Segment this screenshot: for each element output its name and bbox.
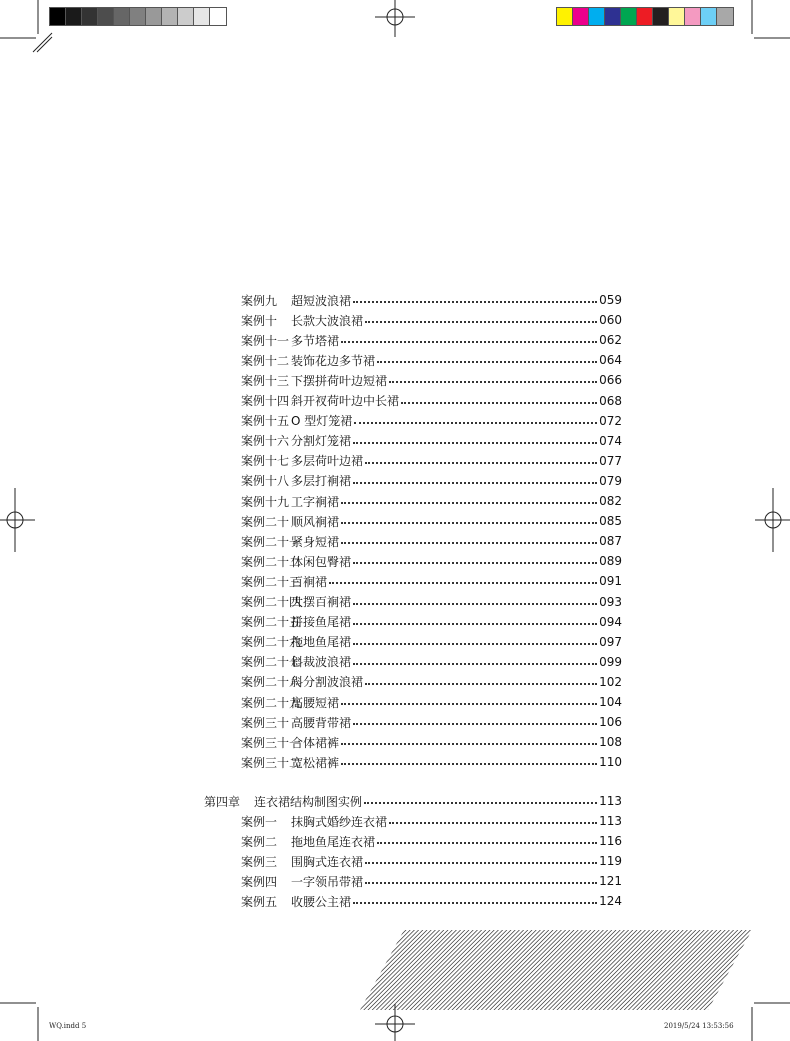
dot-leader <box>341 743 597 745</box>
toc-page-number: 064 <box>599 353 622 368</box>
footer-timestamp: 2019/5/24 13:53:56 <box>664 1022 734 1030</box>
toc-page-number: 091 <box>599 574 622 589</box>
dot-leader <box>341 522 597 524</box>
toc-case-number: 案例二十五 <box>241 615 302 630</box>
toc-entry-title: 连衣裙结构制图实例 <box>254 794 363 809</box>
dot-leader <box>353 643 597 645</box>
gray-swatch <box>162 8 178 25</box>
toc-entry <box>241 471 622 491</box>
toc-entry-title: 下摆拼荷叶边短裙 <box>291 373 388 388</box>
toc-case-number: 案例二十六 <box>241 635 302 650</box>
toc-case-number: 案例十九 <box>241 494 290 509</box>
toc-entry-title: 装饰花边多节裙 <box>291 353 376 368</box>
dot-leader <box>353 623 597 625</box>
gray-swatch <box>130 8 146 25</box>
toc-entry <box>241 712 622 732</box>
toc-entry <box>241 831 622 851</box>
toc-entry <box>241 851 622 871</box>
toc-entry-title: 斜裁波浪裙 <box>291 655 352 670</box>
dot-leader <box>365 321 597 323</box>
toc-page-number: 066 <box>599 373 622 388</box>
dot-leader <box>341 502 597 504</box>
toc-entry-title: 抹胸式婚纱连衣裙 <box>291 814 388 829</box>
toc-entry-title: 多节塔裙 <box>291 333 340 348</box>
dot-leader <box>353 723 597 725</box>
gray-swatch <box>178 8 194 25</box>
toc-case-number: 案例二十一 <box>241 534 302 549</box>
toc-case-number: 案例二 <box>241 834 278 849</box>
toc-page-number: 121 <box>599 874 622 889</box>
toc-entry <box>241 491 622 511</box>
toc-page-number: 119 <box>599 854 622 869</box>
toc-page-number: 068 <box>599 393 622 408</box>
toc-page-number: 106 <box>599 715 622 730</box>
process-color-swatch <box>669 8 685 25</box>
toc-entry <box>241 531 622 551</box>
toc-entry <box>241 551 622 571</box>
toc-entry-title: O 型灯笼裙 <box>291 414 353 429</box>
toc-entry-title: 高腰短裙 <box>291 695 340 710</box>
toc-page-number: 093 <box>599 594 622 609</box>
dot-leader <box>377 842 597 844</box>
toc-case-number: 第四章 <box>204 794 241 809</box>
toc-entry-title: 拼接鱼尾裙 <box>291 615 352 630</box>
dot-leader <box>353 301 597 303</box>
toc-case-number: 案例十六 <box>241 434 290 449</box>
toc-entry-title: 拖地鱼尾连衣裙 <box>291 834 376 849</box>
dot-leader <box>389 822 597 824</box>
toc-page-number: 102 <box>599 674 622 689</box>
toc-case-number: 案例五 <box>241 894 278 909</box>
toc-entry <box>241 511 622 531</box>
gray-swatch <box>210 8 226 25</box>
dot-leader <box>353 663 597 665</box>
process-color-swatch <box>685 8 701 25</box>
toc-page-number: 085 <box>599 514 622 529</box>
toc-chapter-heading <box>204 791 622 811</box>
toc-case-number: 案例十七 <box>241 454 290 469</box>
toc-page-number: 097 <box>599 634 622 649</box>
toc-entry-title: 百裥裙 <box>291 574 328 589</box>
toc-case-number: 案例十 <box>241 313 278 328</box>
dot-leader <box>353 902 597 904</box>
toc-case-number: 案例四 <box>241 874 278 889</box>
toc-case-number: 案例十三 <box>241 373 290 388</box>
dot-leader <box>364 802 597 804</box>
toc-entry-title: 多层打裥裙 <box>291 474 352 489</box>
toc-entry <box>241 451 622 471</box>
toc-entry <box>241 652 622 672</box>
toc-entry-title: 合体裙裤 <box>291 735 340 750</box>
toc-case-number: 案例十五 <box>241 414 290 429</box>
toc-entry-title: 分割灯笼裙 <box>291 434 352 449</box>
toc-entry <box>241 692 622 712</box>
toc-entry-title: 宽松裙裤 <box>291 755 340 770</box>
toc-page-number: 059 <box>599 293 622 307</box>
toc-page-number: 108 <box>599 735 622 750</box>
dot-leader <box>353 482 597 484</box>
toc-page-number: 082 <box>599 494 622 508</box>
gray-swatch <box>146 8 162 25</box>
toc-case-number: 案例二十 <box>241 514 290 529</box>
dot-leader <box>341 703 597 705</box>
grayscale-color-bar <box>49 7 227 26</box>
toc-entry <box>241 811 622 831</box>
toc-entry <box>241 370 622 390</box>
gray-swatch <box>98 8 114 25</box>
gray-swatch <box>66 8 82 25</box>
toc-page-number: 072 <box>599 413 622 428</box>
toc-case-number: 案例一 <box>241 814 278 829</box>
toc-entry <box>241 632 622 652</box>
dot-leader <box>354 422 597 424</box>
gray-swatch <box>194 8 210 25</box>
toc-entry-title: 休闲包臀裙 <box>291 554 352 569</box>
process-color-swatch <box>589 8 605 25</box>
toc-case-number: 案例十一 <box>241 333 290 348</box>
process-color-swatch <box>701 8 717 25</box>
toc-entry-title: 长款大波浪裙 <box>291 313 364 328</box>
toc-entry <box>241 732 622 752</box>
toc-case-number: 案例二十四 <box>241 595 302 609</box>
dot-leader <box>329 582 597 584</box>
dot-leader <box>389 381 597 383</box>
toc-case-number: 案例二十七 <box>241 655 302 670</box>
toc-page-number: 104 <box>599 695 622 709</box>
toc-page-number: 087 <box>599 534 622 549</box>
toc-entry-title: 围胸式连衣裙 <box>291 854 364 869</box>
toc-case-number: 案例十八 <box>241 474 290 489</box>
process-color-swatch <box>621 8 637 25</box>
toc-case-number: 案例三十 <box>241 715 290 730</box>
toc-page-number: 077 <box>599 453 622 468</box>
toc-page-number: 074 <box>599 433 622 448</box>
toc-entry-title: 斜分割波浪裙 <box>291 675 364 690</box>
dot-leader <box>353 562 597 564</box>
process-color-swatch <box>637 8 653 25</box>
toc-case-number: 案例十二 <box>241 353 290 368</box>
toc-entry <box>241 290 622 310</box>
process-color-swatch <box>717 8 733 25</box>
toc-page-number: 116 <box>599 834 622 849</box>
toc-entry <box>241 330 622 350</box>
dot-leader <box>365 462 597 464</box>
toc-entry <box>241 431 622 451</box>
toc-page-number: 124 <box>599 894 622 909</box>
toc-entry <box>241 752 622 772</box>
toc-page-number: 113 <box>599 814 622 828</box>
toc-case-number: 案例九 <box>241 293 278 308</box>
toc-entry <box>241 871 622 891</box>
toc-entry-title: 紧身短裙 <box>291 534 340 549</box>
dot-leader <box>341 542 597 544</box>
process-color-swatch <box>605 8 621 25</box>
toc-entry <box>241 411 622 431</box>
toc-entry-title: 收腰公主裙 <box>291 894 352 909</box>
toc-entry <box>241 672 622 692</box>
toc-case-number: 案例十四 <box>241 394 290 408</box>
toc-page-number: 062 <box>599 333 622 348</box>
toc-case-number: 案例二十九 <box>241 695 302 710</box>
toc-entry <box>241 391 622 411</box>
toc-page-number: 089 <box>599 554 622 569</box>
footer-file-name: WQ.indd 5 <box>49 1022 87 1030</box>
process-color-swatch <box>557 8 573 25</box>
toc-entry-title: 一字领吊带裙 <box>291 874 364 889</box>
toc-page-number: 094 <box>599 614 622 629</box>
dot-leader <box>353 442 597 444</box>
toc-entry <box>241 612 622 632</box>
gray-swatch <box>50 8 66 25</box>
toc-entry <box>241 891 622 911</box>
toc-case-number: 案例三十二 <box>241 755 302 770</box>
toc-case-number: 案例三 <box>241 854 278 869</box>
dot-leader <box>365 683 597 685</box>
toc-page-number: 110 <box>599 755 622 770</box>
dot-leader <box>365 862 597 864</box>
toc-entry <box>241 592 622 612</box>
dot-leader <box>401 402 597 404</box>
toc-entry <box>241 310 622 330</box>
toc-case-number: 案例二十三 <box>241 574 302 589</box>
toc-entry-title: 多层荷叶边裙 <box>291 454 364 469</box>
toc-case-number: 案例二十八 <box>241 675 302 690</box>
dot-leader <box>353 603 597 605</box>
toc-page-number: 099 <box>599 654 622 669</box>
dot-leader <box>341 341 597 343</box>
toc-entry-title: 拖地鱼尾裙 <box>291 635 352 650</box>
toc-entry <box>241 571 622 591</box>
toc-entry-title: 大摆百裥裙 <box>291 595 352 609</box>
dot-leader <box>365 882 597 884</box>
toc-entry-title: 高腰背带裙 <box>291 715 352 730</box>
toc-entry-title: 斜开衩荷叶边中长裙 <box>291 394 400 408</box>
decorative-hatch-pattern <box>360 928 755 1013</box>
process-color-bar <box>556 7 734 26</box>
dot-leader <box>377 361 597 363</box>
toc-page-number: 079 <box>599 473 622 488</box>
toc-entry-title: 工字裥裙 <box>291 494 340 509</box>
process-color-swatch <box>573 8 589 25</box>
toc-page-number: 060 <box>599 313 622 328</box>
toc-entry-title: 顺风裥裙 <box>291 514 340 529</box>
toc-page-number: 113 <box>599 794 622 808</box>
toc-case-number: 案例三十一 <box>241 735 302 750</box>
toc-entry <box>241 350 622 370</box>
process-color-swatch <box>653 8 669 25</box>
gray-swatch <box>114 8 130 25</box>
toc-entry-title: 超短波浪裙 <box>291 293 352 308</box>
gray-swatch <box>82 8 98 25</box>
dot-leader <box>341 763 597 765</box>
toc-case-number: 案例二十二 <box>241 554 302 569</box>
